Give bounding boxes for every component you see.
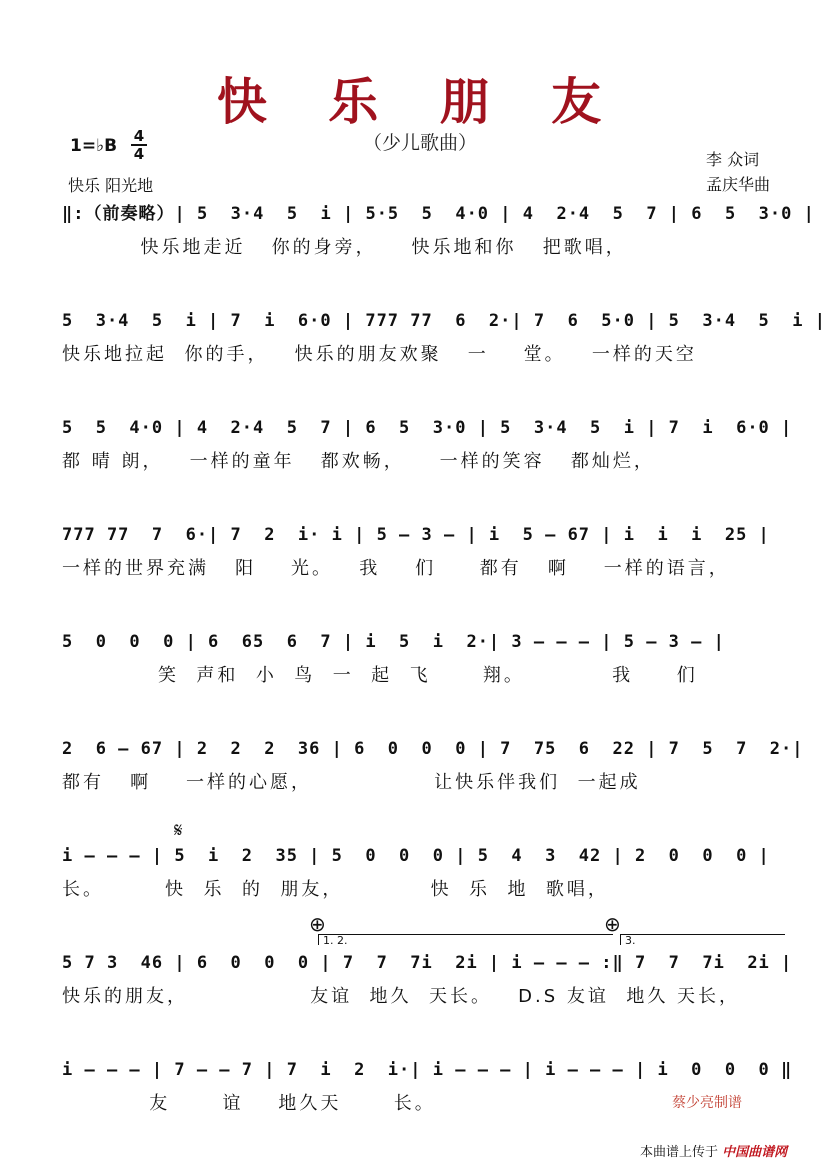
tempo-marking: 快乐 阳光地 (68, 176, 154, 195)
coda-icon: ⊕ (604, 912, 621, 936)
score-row-6 (62, 736, 804, 795)
notes-line: ‖:（前奏略）| 5 3·4 5 i | 5·5 5 4·0 | 4 2·4 5 7 | 6 5 3·0 | (62, 204, 815, 224)
notes-line: 5 0 0 0 | 6 65 6 7 | i 5 i 2·| 3 – – – | 5 – 3 – | (62, 632, 725, 652)
score-row-3 (62, 415, 793, 474)
notes-line: 777 77 7 6·| 7 2 i· i | 5 – 3 – | i 5 – 67 | i i i 25 | (62, 525, 770, 545)
footer (640, 1141, 787, 1160)
score-row-8 (62, 950, 793, 1009)
lyrics-line: 快乐的朋友， 友谊 地久 天长。 D.S 友谊 地久 天长， (62, 986, 741, 1007)
score-row-9 (62, 1057, 793, 1116)
segno-icon: 𝄋 (174, 818, 183, 842)
notes-line: 2 6 – 67 | 2 2 2 36 | 6 0 0 0 | 7 75 6 22 | 7 5 7 2·| (62, 739, 804, 759)
coda-icon: ⊕ (309, 912, 326, 936)
score-row-2 (62, 308, 826, 367)
lyrics-line: 笑 声和 小 鸟 一 起 飞 翔。 我 们 (62, 665, 698, 686)
song-subtitle: （少儿歌曲） (362, 132, 477, 154)
notes-line: i – – – | 5 i 2 35 | 5 0 0 0 | 5 4 3 42 | 2 0 0 0 | (62, 846, 770, 866)
lyrics-line: 长。 快 乐 的 朋友， 快 乐 地 歌唱， (62, 879, 609, 900)
score-row-7 (62, 843, 778, 902)
lyrics-line: 都有 啊 一样的心愿， 让快乐伴我们 一起成 (62, 772, 641, 793)
transcriber-credit: 蔡少亮制谱 (672, 1095, 742, 1111)
time-signature-bottom: 4 (133, 145, 145, 163)
lyrics-line: 快乐地走近 你的身旁， 快乐地和你 把歌唱， (62, 237, 627, 258)
volta-bracket-3: 3. (620, 934, 785, 945)
key-signature: 1=♭B (70, 136, 118, 156)
score-row-1 (62, 201, 815, 260)
notes-line: 5 7 3 46 | 6 0 0 0 | 7 7 7i 2i | i – – – :‖ 7 7 7i 2i | (62, 953, 793, 973)
lyrics-line: 友 谊 地久天 长。 (62, 1093, 436, 1114)
lyrics-line: 快乐地拉起 你的手， 快乐的朋友欢聚 一 堂。 一样的天空 (62, 344, 697, 365)
lyricist-credit: 李 众词 (706, 150, 760, 169)
lyrics-line: 都 晴 朗， 一样的童年 都欢畅， 一样的笑容 都灿烂， (62, 451, 655, 472)
volta-bracket-1-2: 1. 2. (318, 934, 613, 945)
lyrics-line: 一样的世界充满 阳 光。 我 们 都有 啊 一样的语言， (62, 558, 730, 579)
time-signature-top: 4 (133, 127, 145, 145)
song-title: 快 乐 朋 友 (216, 73, 624, 131)
footer-text: 本曲谱上传于 (640, 1145, 719, 1160)
site-logo[interactable]: 中国曲谱网 (722, 1145, 788, 1160)
notes-line: i – – – | 7 – – 7 | 7 i 2 i·| i – – – | i – – – | i 0 0 0 ‖ (62, 1060, 793, 1080)
notes-line: 5 5 4·0 | 4 2·4 5 7 | 6 5 3·0 | 5 3·4 5 i | 7 i 6·0 | (62, 418, 793, 438)
notes-line: 5 3·4 5 i | 7 i 6·0 | 777 77 6 2·| 7 6 5·0 | 5 3·4 5 i | (62, 311, 826, 331)
composer-credit: 孟庆华曲 (706, 175, 771, 194)
score-row-5 (62, 629, 778, 688)
score-row-4 (62, 522, 778, 581)
time-signature (129, 128, 149, 162)
